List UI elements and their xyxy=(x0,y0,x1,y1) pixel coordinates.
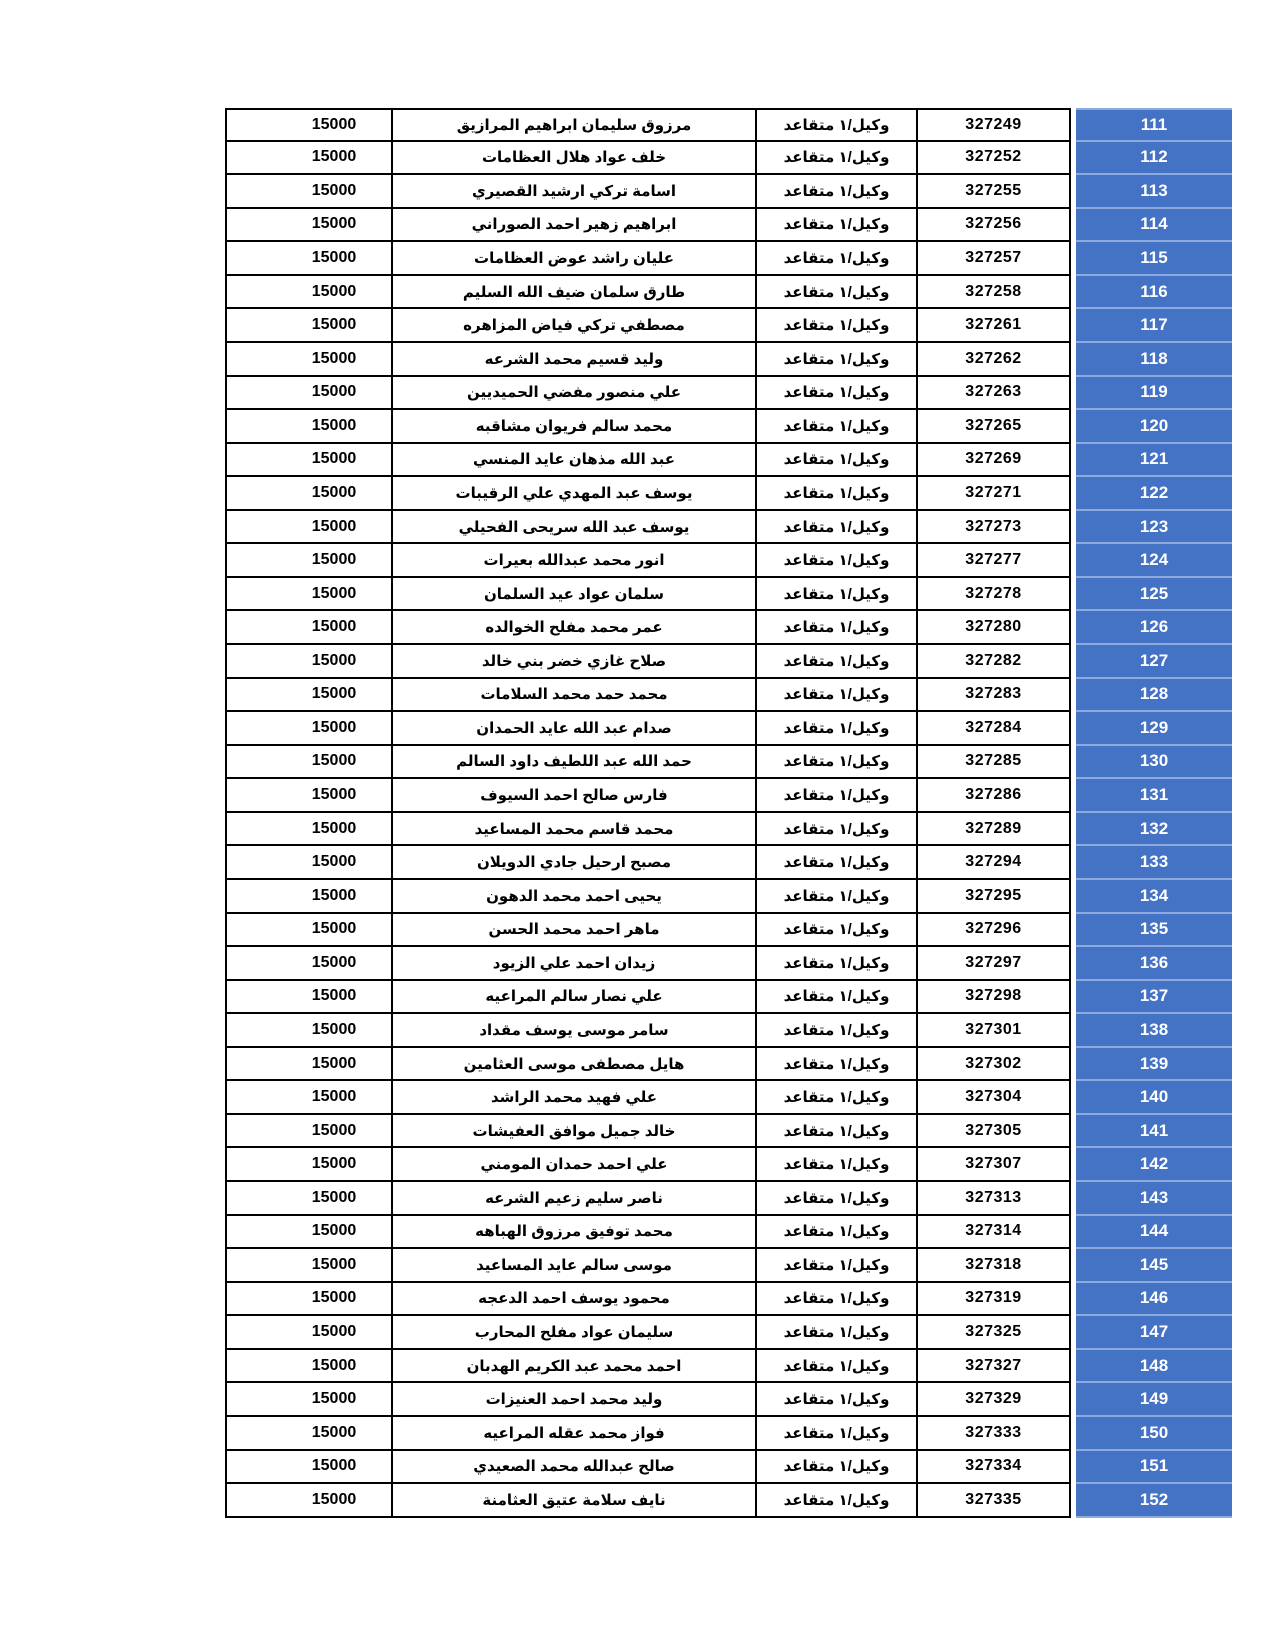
row-index-cell: 114 xyxy=(1076,209,1232,243)
amount-cell: 15000 xyxy=(225,1014,393,1048)
amount-cell: 15000 xyxy=(225,511,393,545)
name-cell: هايل مصطفى موسى العثامين xyxy=(393,1048,757,1082)
amount-cell: 15000 xyxy=(225,544,393,578)
service-number-cell: 327263 xyxy=(918,377,1071,411)
table-row xyxy=(225,679,1232,713)
name-cell: صلاح غازي خضر بني خالد xyxy=(393,645,757,679)
row-index-cell: 112 xyxy=(1076,142,1232,176)
rank-cell: وكيل/١ متقاعد xyxy=(757,1417,918,1451)
amount-cell: 15000 xyxy=(225,914,393,948)
rank-cell: وكيل/١ متقاعد xyxy=(757,142,918,176)
amount-cell: 15000 xyxy=(225,1148,393,1182)
table-row xyxy=(225,779,1232,813)
service-number-cell: 327318 xyxy=(918,1249,1071,1283)
row-index-cell: 147 xyxy=(1076,1316,1232,1350)
rank-cell: وكيل/١ متقاعد xyxy=(757,947,918,981)
service-number-cell: 327289 xyxy=(918,813,1071,847)
rank-cell: وكيل/١ متقاعد xyxy=(757,1316,918,1350)
rank-cell: وكيل/١ متقاعد xyxy=(757,242,918,276)
row-index-cell: 119 xyxy=(1076,377,1232,411)
row-index-cell: 126 xyxy=(1076,611,1232,645)
rank-cell: وكيل/١ متقاعد xyxy=(757,813,918,847)
service-number-cell: 327277 xyxy=(918,544,1071,578)
row-index-cell: 152 xyxy=(1076,1484,1232,1518)
row-index-cell: 145 xyxy=(1076,1249,1232,1283)
service-number-cell: 327296 xyxy=(918,914,1071,948)
row-index-cell: 118 xyxy=(1076,343,1232,377)
service-number-cell: 327313 xyxy=(918,1182,1071,1216)
table-row xyxy=(225,746,1232,780)
table-row xyxy=(225,444,1232,478)
name-cell: احمد محمد عبد الكريم الهدبان xyxy=(393,1350,757,1384)
service-number-cell: 327265 xyxy=(918,410,1071,444)
service-number-cell: 327269 xyxy=(918,444,1071,478)
service-number-cell: 327257 xyxy=(918,242,1071,276)
service-number-cell: 327255 xyxy=(918,175,1071,209)
rank-cell: وكيل/١ متقاعد xyxy=(757,309,918,343)
table-row xyxy=(225,1350,1232,1384)
amount-cell: 15000 xyxy=(225,846,393,880)
amount-cell: 15000 xyxy=(225,712,393,746)
table-row xyxy=(225,914,1232,948)
name-cell: انور محمد عبدالله بعيرات xyxy=(393,544,757,578)
name-cell: صالح عبدالله محمد الصعيدي xyxy=(393,1451,757,1485)
rank-cell: وكيل/١ متقاعد xyxy=(757,511,918,545)
amount-cell: 15000 xyxy=(225,1283,393,1317)
table-row xyxy=(225,846,1232,880)
service-number-cell: 327329 xyxy=(918,1383,1071,1417)
service-number-cell: 327335 xyxy=(918,1484,1071,1518)
amount-cell: 15000 xyxy=(225,1048,393,1082)
rank-cell: وكيل/١ متقاعد xyxy=(757,410,918,444)
name-cell: يحيى احمد محمد الدهون xyxy=(393,880,757,914)
table-row xyxy=(225,1249,1232,1283)
row-index-cell: 134 xyxy=(1076,880,1232,914)
rank-cell: وكيل/١ متقاعد xyxy=(757,1383,918,1417)
amount-cell: 15000 xyxy=(225,477,393,511)
row-index-cell: 135 xyxy=(1076,914,1232,948)
rank-cell: وكيل/١ متقاعد xyxy=(757,779,918,813)
rank-cell: وكيل/١ متقاعد xyxy=(757,108,918,142)
service-number-cell: 327280 xyxy=(918,611,1071,645)
rank-cell: وكيل/١ متقاعد xyxy=(757,276,918,310)
name-cell: محمود يوسف احمد الدعجه xyxy=(393,1283,757,1317)
rank-cell: وكيل/١ متقاعد xyxy=(757,1014,918,1048)
name-cell: مرزوق سليمان ابراهيم المرازيق xyxy=(393,108,757,142)
amount-cell: 15000 xyxy=(225,1350,393,1384)
rank-cell: وكيل/١ متقاعد xyxy=(757,846,918,880)
row-index-cell: 120 xyxy=(1076,410,1232,444)
service-number-cell: 327325 xyxy=(918,1316,1071,1350)
service-number-cell: 327283 xyxy=(918,679,1071,713)
row-index-cell: 111 xyxy=(1076,108,1232,142)
amount-cell: 15000 xyxy=(225,611,393,645)
table-row xyxy=(225,1115,1232,1149)
row-index-cell: 115 xyxy=(1076,242,1232,276)
rank-cell: وكيل/١ متقاعد xyxy=(757,1048,918,1082)
row-index-cell: 129 xyxy=(1076,712,1232,746)
rank-cell: وكيل/١ متقاعد xyxy=(757,544,918,578)
row-index-cell: 130 xyxy=(1076,746,1232,780)
row-index-cell: 148 xyxy=(1076,1350,1232,1384)
amount-cell: 15000 xyxy=(225,343,393,377)
amount-cell: 15000 xyxy=(225,1115,393,1149)
service-number-cell: 327294 xyxy=(918,846,1071,880)
row-index-cell: 133 xyxy=(1076,846,1232,880)
row-index-cell: 124 xyxy=(1076,544,1232,578)
name-cell: وليد قسيم محمد الشرعه xyxy=(393,343,757,377)
service-number-cell: 327297 xyxy=(918,947,1071,981)
name-cell: سلمان عواد عيد السلمان xyxy=(393,578,757,612)
row-index-cell: 116 xyxy=(1076,276,1232,310)
amount-cell: 15000 xyxy=(225,746,393,780)
table-row xyxy=(225,276,1232,310)
name-cell: محمد حمد محمد السلامات xyxy=(393,679,757,713)
service-number-cell: 327284 xyxy=(918,712,1071,746)
row-index-cell: 150 xyxy=(1076,1417,1232,1451)
rank-cell: وكيل/١ متقاعد xyxy=(757,1283,918,1317)
amount-cell: 15000 xyxy=(225,1316,393,1350)
service-number-cell: 327304 xyxy=(918,1081,1071,1115)
amount-cell: 15000 xyxy=(225,1451,393,1485)
table-row xyxy=(225,813,1232,847)
amount-cell: 15000 xyxy=(225,779,393,813)
name-cell: علي منصور مفضي الحميديين xyxy=(393,377,757,411)
rank-cell: وكيل/١ متقاعد xyxy=(757,175,918,209)
row-index-cell: 144 xyxy=(1076,1216,1232,1250)
amount-cell: 15000 xyxy=(225,1216,393,1250)
table-row xyxy=(225,1216,1232,1250)
amount-cell: 15000 xyxy=(225,444,393,478)
name-cell: خلف عواد هلال العظامات xyxy=(393,142,757,176)
rank-cell: وكيل/١ متقاعد xyxy=(757,679,918,713)
service-number-cell: 327256 xyxy=(918,209,1071,243)
service-number-cell: 327261 xyxy=(918,309,1071,343)
service-number-cell: 327273 xyxy=(918,511,1071,545)
table-row xyxy=(225,242,1232,276)
row-index-cell: 121 xyxy=(1076,444,1232,478)
rank-cell: وكيل/١ متقاعد xyxy=(757,1350,918,1384)
rank-cell: وكيل/١ متقاعد xyxy=(757,209,918,243)
table-body xyxy=(225,108,1232,1518)
amount-cell: 15000 xyxy=(225,813,393,847)
rank-cell: وكيل/١ متقاعد xyxy=(757,1115,918,1149)
rank-cell: وكيل/١ متقاعد xyxy=(757,343,918,377)
row-index-cell: 141 xyxy=(1076,1115,1232,1149)
rank-cell: وكيل/١ متقاعد xyxy=(757,914,918,948)
table-row xyxy=(225,1014,1232,1048)
name-cell: عمر محمد مفلح الخوالده xyxy=(393,611,757,645)
row-index-cell: 113 xyxy=(1076,175,1232,209)
table-row xyxy=(225,880,1232,914)
table-row xyxy=(225,343,1232,377)
name-cell: محمد سالم فريوان مشاقبه xyxy=(393,410,757,444)
name-cell: عليان راشد عوض العظامات xyxy=(393,242,757,276)
service-number-cell: 327285 xyxy=(918,746,1071,780)
name-cell: حمد الله عبد اللطيف داود السالم xyxy=(393,746,757,780)
table-row xyxy=(225,1451,1232,1485)
rank-cell: وكيل/١ متقاعد xyxy=(757,645,918,679)
amount-cell: 15000 xyxy=(225,981,393,1015)
amount-cell: 15000 xyxy=(225,410,393,444)
service-number-cell: 327258 xyxy=(918,276,1071,310)
table-row xyxy=(225,1081,1232,1115)
rank-cell: وكيل/١ متقاعد xyxy=(757,1216,918,1250)
table-row xyxy=(225,645,1232,679)
rank-cell: وكيل/١ متقاعد xyxy=(757,1081,918,1115)
name-cell: علي فهيد محمد الراشد xyxy=(393,1081,757,1115)
table-row xyxy=(225,309,1232,343)
service-number-cell: 327278 xyxy=(918,578,1071,612)
service-number-cell: 327307 xyxy=(918,1148,1071,1182)
row-index-cell: 122 xyxy=(1076,477,1232,511)
rank-cell: وكيل/١ متقاعد xyxy=(757,477,918,511)
table-row xyxy=(225,1383,1232,1417)
amount-cell: 15000 xyxy=(225,276,393,310)
table-row xyxy=(225,410,1232,444)
service-number-cell: 327298 xyxy=(918,981,1071,1015)
row-index-cell: 143 xyxy=(1076,1182,1232,1216)
amount-cell: 15000 xyxy=(225,142,393,176)
name-cell: سليمان عواد مفلح المحارب xyxy=(393,1316,757,1350)
service-number-cell: 327302 xyxy=(918,1048,1071,1082)
rank-cell: وكيل/١ متقاعد xyxy=(757,880,918,914)
name-cell: علي نصار سالم المراعيه xyxy=(393,981,757,1015)
name-cell: فارس صالح احمد السيوف xyxy=(393,779,757,813)
rank-cell: وكيل/١ متقاعد xyxy=(757,1182,918,1216)
name-cell: محمد توفيق مرزوق الهباهه xyxy=(393,1216,757,1250)
service-number-cell: 327333 xyxy=(918,1417,1071,1451)
retirees-table xyxy=(225,108,1232,1518)
table-row xyxy=(225,1148,1232,1182)
service-number-cell: 327334 xyxy=(918,1451,1071,1485)
row-index-cell: 125 xyxy=(1076,578,1232,612)
name-cell: عبد الله مذهان عايد المنسي xyxy=(393,444,757,478)
table-row xyxy=(225,1182,1232,1216)
amount-cell: 15000 xyxy=(225,947,393,981)
service-number-cell: 327249 xyxy=(918,108,1071,142)
table-row xyxy=(225,511,1232,545)
row-index-cell: 128 xyxy=(1076,679,1232,713)
table-row xyxy=(225,175,1232,209)
row-index-cell: 127 xyxy=(1076,645,1232,679)
name-cell: سامر موسى يوسف مقداد xyxy=(393,1014,757,1048)
name-cell: علي احمد حمدان المومني xyxy=(393,1148,757,1182)
row-index-cell: 132 xyxy=(1076,813,1232,847)
name-cell: محمد قاسم محمد المساعيد xyxy=(393,813,757,847)
table-row xyxy=(225,209,1232,243)
name-cell: فواز محمد عقله المراعيه xyxy=(393,1417,757,1451)
service-number-cell: 327319 xyxy=(918,1283,1071,1317)
table-row xyxy=(225,142,1232,176)
rank-cell: وكيل/١ متقاعد xyxy=(757,1148,918,1182)
table-row xyxy=(225,611,1232,645)
name-cell: ابراهيم زهير احمد الصوراني xyxy=(393,209,757,243)
row-index-cell: 139 xyxy=(1076,1048,1232,1082)
table-row xyxy=(225,981,1232,1015)
amount-cell: 15000 xyxy=(225,108,393,142)
amount-cell: 15000 xyxy=(225,679,393,713)
name-cell: خالد جميل موافق العفيشات xyxy=(393,1115,757,1149)
rank-cell: وكيل/١ متقاعد xyxy=(757,1451,918,1485)
row-index-cell: 138 xyxy=(1076,1014,1232,1048)
table-row xyxy=(225,1316,1232,1350)
rank-cell: وكيل/١ متقاعد xyxy=(757,712,918,746)
row-index-cell: 149 xyxy=(1076,1383,1232,1417)
row-index-cell: 146 xyxy=(1076,1283,1232,1317)
rank-cell: وكيل/١ متقاعد xyxy=(757,377,918,411)
service-number-cell: 327301 xyxy=(918,1014,1071,1048)
amount-cell: 15000 xyxy=(225,1383,393,1417)
name-cell: صدام عبد الله عايد الحمدان xyxy=(393,712,757,746)
row-index-cell: 136 xyxy=(1076,947,1232,981)
amount-cell: 15000 xyxy=(225,1249,393,1283)
table-row xyxy=(225,1048,1232,1082)
rank-cell: وكيل/١ متقاعد xyxy=(757,444,918,478)
table-row xyxy=(225,1484,1232,1518)
row-index-cell: 137 xyxy=(1076,981,1232,1015)
row-index-cell: 142 xyxy=(1076,1148,1232,1182)
name-cell: ناصر سليم زعيم الشرعه xyxy=(393,1182,757,1216)
service-number-cell: 327271 xyxy=(918,477,1071,511)
service-number-cell: 327314 xyxy=(918,1216,1071,1250)
row-index-cell: 123 xyxy=(1076,511,1232,545)
name-cell: اسامة تركي ارشيد القصيري xyxy=(393,175,757,209)
amount-cell: 15000 xyxy=(225,578,393,612)
name-cell: نايف سلامة عتيق العثامنة xyxy=(393,1484,757,1518)
service-number-cell: 327305 xyxy=(918,1115,1071,1149)
name-cell: ماهر احمد محمد الحسن xyxy=(393,914,757,948)
row-index-cell: 151 xyxy=(1076,1451,1232,1485)
rank-cell: وكيل/١ متقاعد xyxy=(757,1249,918,1283)
table-row xyxy=(225,477,1232,511)
table-row xyxy=(225,544,1232,578)
amount-cell: 15000 xyxy=(225,880,393,914)
amount-cell: 15000 xyxy=(225,1182,393,1216)
name-cell: طارق سلمان ضيف الله السليم xyxy=(393,276,757,310)
rank-cell: وكيل/١ متقاعد xyxy=(757,1484,918,1518)
rank-cell: وكيل/١ متقاعد xyxy=(757,746,918,780)
table-row xyxy=(225,712,1232,746)
amount-cell: 15000 xyxy=(225,1484,393,1518)
name-cell: مصطفي تركي فياض المزاهره xyxy=(393,309,757,343)
rank-cell: وكيل/١ متقاعد xyxy=(757,578,918,612)
table-row xyxy=(225,947,1232,981)
amount-cell: 15000 xyxy=(225,645,393,679)
service-number-cell: 327327 xyxy=(918,1350,1071,1384)
amount-cell: 15000 xyxy=(225,242,393,276)
name-cell: وليد محمد احمد العنيزات xyxy=(393,1383,757,1417)
service-number-cell: 327262 xyxy=(918,343,1071,377)
service-number-cell: 327286 xyxy=(918,779,1071,813)
table-row xyxy=(225,1417,1232,1451)
amount-cell: 15000 xyxy=(225,377,393,411)
name-cell: يوسف عبد المهدي علي الرقيبات xyxy=(393,477,757,511)
table-row xyxy=(225,108,1232,142)
name-cell: موسى سالم عايد المساعيد xyxy=(393,1249,757,1283)
amount-cell: 15000 xyxy=(225,1081,393,1115)
name-cell: يوسف عبد الله سريحى الفحيلي xyxy=(393,511,757,545)
name-cell: زيدان احمد علي الزيود xyxy=(393,947,757,981)
service-number-cell: 327252 xyxy=(918,142,1071,176)
table-row xyxy=(225,1283,1232,1317)
row-index-cell: 117 xyxy=(1076,309,1232,343)
name-cell: مصبح ارحيل جادي الدويلان xyxy=(393,846,757,880)
amount-cell: 15000 xyxy=(225,1417,393,1451)
row-index-cell: 140 xyxy=(1076,1081,1232,1115)
table-row xyxy=(225,578,1232,612)
amount-cell: 15000 xyxy=(225,175,393,209)
rank-cell: وكيل/١ متقاعد xyxy=(757,981,918,1015)
rank-cell: وكيل/١ متقاعد xyxy=(757,611,918,645)
table-row xyxy=(225,377,1232,411)
amount-cell: 15000 xyxy=(225,309,393,343)
service-number-cell: 327295 xyxy=(918,880,1071,914)
service-number-cell: 327282 xyxy=(918,645,1071,679)
amount-cell: 15000 xyxy=(225,209,393,243)
row-index-cell: 131 xyxy=(1076,779,1232,813)
